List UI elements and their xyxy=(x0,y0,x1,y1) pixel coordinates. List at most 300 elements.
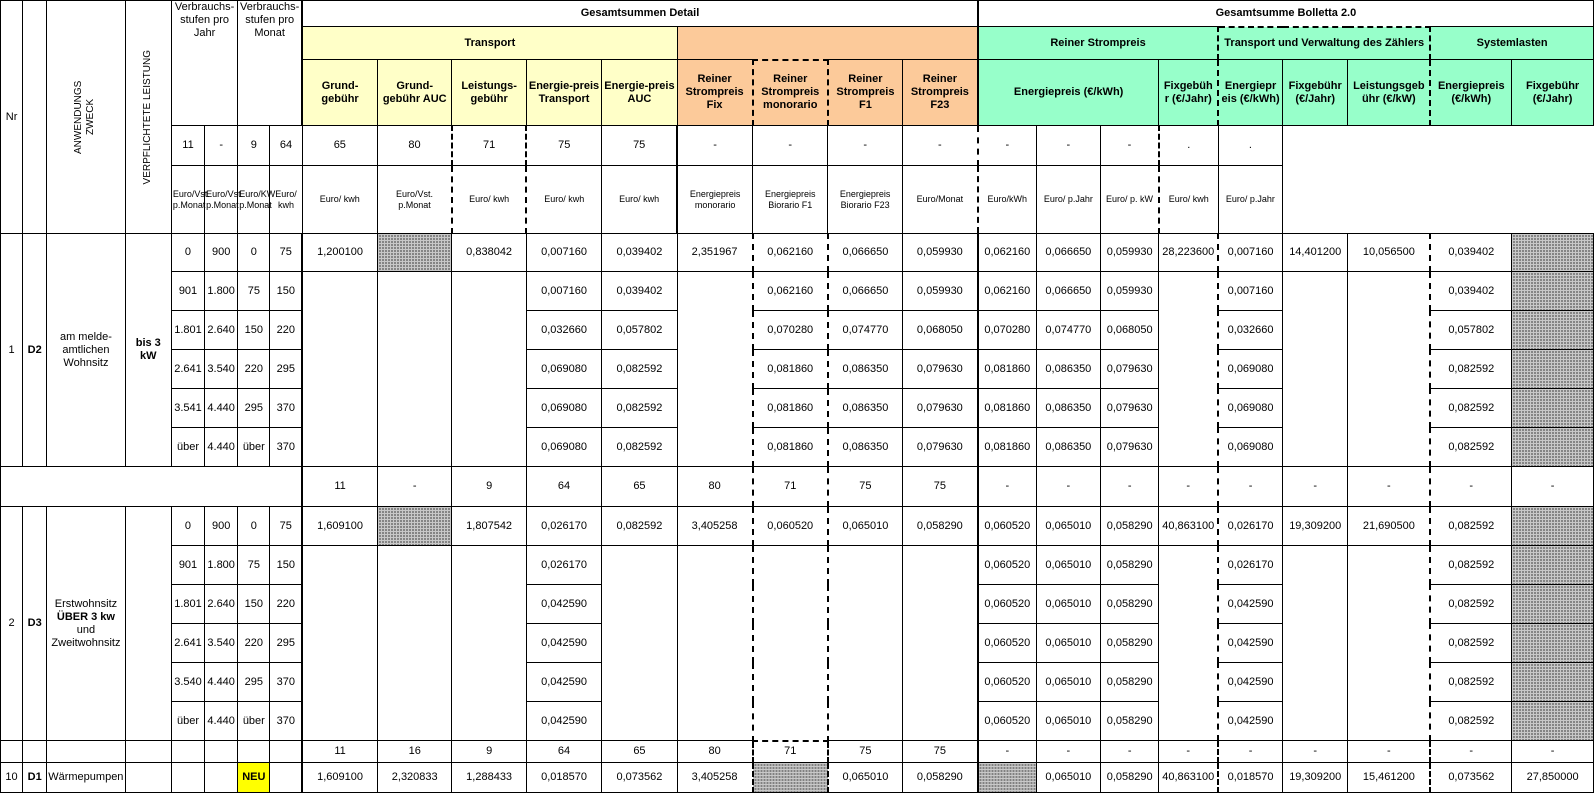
codes1-cell: 11 xyxy=(171,126,204,166)
value-cell: 0,057802 xyxy=(602,311,677,350)
value-cell: 10,056500 xyxy=(1348,234,1430,272)
col-grundgebuehr: Grund-gebühr xyxy=(302,60,377,126)
stage-cell: 220 xyxy=(270,311,302,350)
value-cell: 0,060520 xyxy=(978,585,1036,624)
codes1-cell: - xyxy=(902,126,978,166)
value-cell: 0,060520 xyxy=(978,507,1036,546)
value-cell: 0,082592 xyxy=(1430,624,1511,663)
codes1-cell: - xyxy=(753,126,828,166)
codes2-cell: - xyxy=(1430,467,1511,507)
codes2-cell: - xyxy=(1218,467,1282,507)
empty-cell xyxy=(1159,272,1218,467)
d2-leistung: bis 3 kW xyxy=(125,234,171,467)
value-cell: 0,081860 xyxy=(753,389,828,428)
hatched-cell xyxy=(1512,350,1594,389)
codes1-cell: 75 xyxy=(526,126,601,166)
value-cell: 0,018570 xyxy=(1218,763,1282,793)
unit-cell: Euro/Vst. p.Monat xyxy=(378,166,452,234)
codes3-cell: - xyxy=(1430,741,1511,763)
codes3-cell: - xyxy=(1159,741,1218,763)
unit-cell: Energiepreis monorario xyxy=(677,166,752,234)
codes2-cell: - xyxy=(378,467,452,507)
value-cell: 0,059930 xyxy=(1101,234,1159,272)
unit-cell: Euro/ p. kW xyxy=(1101,166,1159,234)
stage-cell: 4.440 xyxy=(205,702,238,741)
empty-cell xyxy=(753,546,828,741)
value-cell: 0,079630 xyxy=(1101,350,1159,389)
codes3-cell: - xyxy=(1512,741,1594,763)
col-reiner-monorario: Reiner Strompreis monorario xyxy=(753,60,828,126)
stage-cell: 2.641 xyxy=(171,624,204,663)
header-detail: Gesamtsummen Detail xyxy=(302,1,978,27)
unit-cell: Energiepreis Biorario F1 xyxy=(753,166,828,234)
value-cell: 0,060520 xyxy=(753,507,828,546)
col-leistungsgebuehr: Leistungs-gebühr xyxy=(452,60,526,126)
d3-zweck-1: Erstwohnsitz xyxy=(54,597,118,610)
value-cell: 0,065010 xyxy=(1036,546,1100,585)
value-cell: 0,066650 xyxy=(828,272,902,311)
value-cell: 0,069080 xyxy=(526,389,601,428)
codes1-cell: - xyxy=(828,126,902,166)
empty-cell xyxy=(1283,272,1348,467)
codes1-cell: 65 xyxy=(302,126,377,166)
value-cell: 0,082592 xyxy=(1430,350,1511,389)
spacer-code xyxy=(23,741,47,763)
stage-cell: 150 xyxy=(270,546,302,585)
stage-cell: 1.800 xyxy=(205,272,238,311)
unit-cell: Euro/Vst. p.Monat xyxy=(205,166,238,234)
codes1-cell: - xyxy=(978,126,1036,166)
value-cell: 0,065010 xyxy=(1036,663,1100,702)
value-cell: 0,082592 xyxy=(1430,507,1511,546)
stage-cell: 0 xyxy=(171,234,204,272)
value-cell: 0,065010 xyxy=(1036,507,1100,546)
value-cell: 0,068050 xyxy=(902,311,978,350)
codes2-cell: 71 xyxy=(753,467,828,507)
stage-cell: 370 xyxy=(270,702,302,741)
value-cell: 0,069080 xyxy=(1218,350,1282,389)
value-cell: 0,042590 xyxy=(1218,663,1282,702)
value-cell: 0,086350 xyxy=(1036,428,1100,467)
codes3-cell: - xyxy=(978,741,1036,763)
unit-cell: Euro/Monat xyxy=(902,166,978,234)
value-cell: 0,065010 xyxy=(1036,702,1100,741)
spacer-s4 xyxy=(270,741,302,763)
spacer-s1 xyxy=(171,741,204,763)
unit-cell: Euro/ kwh xyxy=(602,166,677,234)
stage-cell: über xyxy=(171,428,204,467)
d3-nr: 2 xyxy=(1,507,23,741)
value-cell: 0,086350 xyxy=(1036,350,1100,389)
empty-cell xyxy=(1159,546,1218,741)
value-cell: 0,032660 xyxy=(526,311,601,350)
d3-zweck-2: ÜBER 3 kw xyxy=(56,610,115,623)
unit-cell: Euro/ kwh xyxy=(452,166,526,234)
value-cell: 0,042590 xyxy=(526,663,601,702)
value-cell: 0,066650 xyxy=(1036,234,1100,272)
value-cell: 0,074770 xyxy=(828,311,902,350)
stage-cell: 900 xyxy=(205,234,238,272)
col-energiepreis-auc: Energie-preis AUC xyxy=(602,60,677,126)
value-cell: 0,059930 xyxy=(902,234,978,272)
value-cell xyxy=(978,763,1036,793)
codes2-cell: - xyxy=(1283,467,1348,507)
stage-cell: 150 xyxy=(238,311,270,350)
codes3-cell: 11 xyxy=(302,741,377,763)
codes1-cell: 75 xyxy=(602,126,677,166)
value-cell: 0,065010 xyxy=(1036,763,1100,793)
stage-cell: 295 xyxy=(270,350,302,389)
stage-cell: 220 xyxy=(238,350,270,389)
codes1-cell: - xyxy=(677,126,752,166)
col-energiepreis-tvz: Energiepr eis (€/kWh) xyxy=(1218,60,1282,126)
unit-cell: Euro/ kwh xyxy=(270,166,302,234)
stage-cell: 1.801 xyxy=(171,585,204,624)
value-cell: 0,039402 xyxy=(1430,234,1511,272)
value-cell: 1,609100 xyxy=(302,763,377,793)
value-cell: 28,223600 xyxy=(1159,234,1218,272)
value-cell: 0,032660 xyxy=(1218,311,1282,350)
hatched-cell xyxy=(1512,663,1594,702)
d2-zweck: am melde-amtlichen Wohnsitz xyxy=(47,234,125,467)
value-cell: 0,058290 xyxy=(902,763,978,793)
codes1-cell: 64 xyxy=(270,126,302,166)
empty-cell xyxy=(378,272,452,467)
stage-cell: 2.640 xyxy=(205,585,238,624)
value-cell: 0,082592 xyxy=(1430,585,1511,624)
value-cell: 40,863100 xyxy=(1159,507,1218,546)
empty-cell xyxy=(1348,272,1430,467)
value-cell: 0,081860 xyxy=(978,389,1036,428)
codes3-cell: 75 xyxy=(828,741,902,763)
codes1-cell: - xyxy=(205,126,238,166)
group-orange xyxy=(677,27,978,60)
value-cell: 0,070280 xyxy=(753,311,828,350)
spacer-zweck xyxy=(47,741,125,763)
value-cell: 0,026170 xyxy=(1218,507,1282,546)
d3-code: D3 xyxy=(23,507,47,741)
value-cell: 0,082592 xyxy=(1430,389,1511,428)
value-cell: 1,807542 xyxy=(452,507,526,546)
value-cell: 0,086350 xyxy=(828,428,902,467)
unit-cell: Euro/ kwh xyxy=(302,166,377,234)
stage-cell: 3.540 xyxy=(205,350,238,389)
header-leistung: VERPFLICHTETE LEISTUNG xyxy=(125,1,171,234)
codes2-cell: - xyxy=(1036,467,1100,507)
codes3-cell: - xyxy=(1101,741,1159,763)
header-nr: Nr xyxy=(1,1,23,234)
value-cell: 0,026170 xyxy=(1218,546,1282,585)
d1-nr: 10 xyxy=(1,763,23,793)
stage-cell: 370 xyxy=(270,389,302,428)
empty-cell xyxy=(677,546,752,741)
col-fixgebuehr-reiner: Fixgebüh r (€/Jahr) xyxy=(1159,60,1218,126)
codes3-cell: 16 xyxy=(378,741,452,763)
value-cell xyxy=(753,763,828,793)
value-cell: 0,058290 xyxy=(902,507,978,546)
d1-s1 xyxy=(171,763,204,793)
spacer-s3 xyxy=(238,741,270,763)
d3-zweck xyxy=(47,507,125,741)
value-cell: 0,039402 xyxy=(602,234,677,272)
value-cell: 0,042590 xyxy=(526,585,601,624)
codes2-cell: - xyxy=(1101,467,1159,507)
d3-leistung xyxy=(125,507,171,741)
value-cell: 0,065010 xyxy=(828,763,902,793)
d1-leist xyxy=(125,763,171,793)
value-cell: 14,401200 xyxy=(1283,234,1348,272)
col-leistungsgebuehr-tvz: Leistungsgeb ühr (€/kW) xyxy=(1348,60,1430,126)
col-energiepreis-system: Energiepreis (€/kWh) xyxy=(1430,60,1511,126)
codes2-cell: 9 xyxy=(452,467,526,507)
value-cell: 0,065010 xyxy=(828,507,902,546)
codes2-cell: - xyxy=(1348,467,1430,507)
hatched-cell xyxy=(1512,389,1594,428)
value-cell: 0,082592 xyxy=(1430,663,1511,702)
value-cell: 1,288433 xyxy=(452,763,526,793)
stage-cell: 4.440 xyxy=(205,428,238,467)
value-cell: 0,079630 xyxy=(902,428,978,467)
value-cell: 0,042590 xyxy=(1218,702,1282,741)
value-cell: 0,082592 xyxy=(602,350,677,389)
stage-cell: 220 xyxy=(238,624,270,663)
stage-cell: 0 xyxy=(238,507,270,546)
codes2-cell: 65 xyxy=(602,467,677,507)
hatched-cell xyxy=(1512,546,1594,585)
stage-cell: 295 xyxy=(238,663,270,702)
value-cell: 0,060520 xyxy=(978,546,1036,585)
col-grundgebuehr-auc: Grund-gebühr AUC xyxy=(378,60,452,126)
empty-cell xyxy=(452,272,526,467)
spacer-cell xyxy=(1,467,303,507)
value-cell xyxy=(378,234,452,272)
value-cell: 0,069080 xyxy=(1218,389,1282,428)
stage-cell: 370 xyxy=(270,428,302,467)
d1-zweck: Wärmepumpen xyxy=(47,763,125,793)
unit-cell: Euro/ p.Jahr xyxy=(1218,166,1282,234)
unit-cell: Euro/kWh xyxy=(978,166,1036,234)
neu-badge: NEU xyxy=(238,763,270,793)
stage-cell: 4.440 xyxy=(205,663,238,702)
codes3-cell: 71 xyxy=(753,741,828,763)
value-cell: 0,073562 xyxy=(602,763,677,793)
empty-cell xyxy=(828,546,902,741)
value-cell: 0,074770 xyxy=(1036,311,1100,350)
header-monat: Verbrauchs-stufen pro Monat xyxy=(238,1,302,126)
codes2-cell: 64 xyxy=(526,467,601,507)
hatched-cell xyxy=(1512,311,1594,350)
d2-code: D2 xyxy=(23,234,47,467)
unit-cell: Euro/ kwh xyxy=(1159,166,1218,234)
spacer-s2 xyxy=(205,741,238,763)
codes1-cell: - xyxy=(1036,126,1100,166)
codes1-cell: 9 xyxy=(238,126,270,166)
group-reiner-strompreis: Reiner Strompreis xyxy=(978,27,1218,60)
value-cell: 2,351967 xyxy=(677,234,752,272)
codes1-cell: 71 xyxy=(452,126,526,166)
codes2-cell: 75 xyxy=(902,467,978,507)
stage-cell: 295 xyxy=(270,624,302,663)
value-cell xyxy=(1512,507,1594,546)
codes3-cell: - xyxy=(1218,741,1282,763)
stage-cell: 3.540 xyxy=(205,624,238,663)
codes3-cell: 65 xyxy=(602,741,677,763)
codes1-cell: 80 xyxy=(378,126,452,166)
codes1-cell: . xyxy=(1159,126,1218,166)
stage-cell: 370 xyxy=(270,663,302,702)
value-cell: 21,690500 xyxy=(1348,507,1430,546)
value-cell: 0,086350 xyxy=(1036,389,1100,428)
stage-cell: 75 xyxy=(238,546,270,585)
col-reiner-f23: Reiner Strompreis F23 xyxy=(902,60,978,126)
codes2-cell: - xyxy=(1512,467,1594,507)
col-energiepreis: Energiepreis (€/kWh) xyxy=(978,60,1159,126)
unit-cell: Energiepreis Biorario F23 xyxy=(828,166,902,234)
value-cell: 0,062160 xyxy=(753,272,828,311)
value-cell: 0,058290 xyxy=(1101,624,1159,663)
value-cell: 0,082592 xyxy=(602,389,677,428)
value-cell: 0,069080 xyxy=(526,350,601,389)
unit-cell: Euro/Vst. p.Monat xyxy=(171,166,204,234)
d1-s4 xyxy=(270,763,302,793)
value-cell: 0,081860 xyxy=(753,428,828,467)
codes3-cell: 75 xyxy=(902,741,978,763)
value-cell: 0,065010 xyxy=(1036,624,1100,663)
stage-cell: 75 xyxy=(270,507,302,546)
header-jahr: Verbrauchs-stufen pro Jahr xyxy=(171,1,237,126)
value-cell: 0,042590 xyxy=(1218,585,1282,624)
codes3-cell: - xyxy=(1348,741,1430,763)
value-cell: 0,082592 xyxy=(1430,702,1511,741)
value-cell: 0,007160 xyxy=(526,272,601,311)
value-cell: 0,082592 xyxy=(602,428,677,467)
value-cell: 40,863100 xyxy=(1159,763,1218,793)
value-cell: 0,007160 xyxy=(1218,272,1282,311)
spacer-leist xyxy=(125,741,171,763)
hatched-cell xyxy=(1512,585,1594,624)
value-cell: 0,838042 xyxy=(452,234,526,272)
value-cell: 0,058290 xyxy=(1101,546,1159,585)
value-cell: 0,062160 xyxy=(978,234,1036,272)
value-cell: 0,007160 xyxy=(526,234,601,272)
stage-cell: 1.801 xyxy=(171,311,204,350)
value-cell: 0,039402 xyxy=(1430,272,1511,311)
unit-cell: Euro/ kwh xyxy=(526,166,601,234)
stage-cell: 150 xyxy=(238,585,270,624)
col-fixgebuehr-tvz: Fixgebühr (€/Jahr) xyxy=(1283,60,1348,126)
value-cell: 0,060520 xyxy=(978,663,1036,702)
hatched-cell xyxy=(1512,702,1594,741)
value-cell: 0,018570 xyxy=(526,763,601,793)
value-cell: 19,309200 xyxy=(1283,763,1348,793)
value-cell: 0,079630 xyxy=(902,350,978,389)
codes2-cell: - xyxy=(978,467,1036,507)
stage-cell: 3.540 xyxy=(171,663,204,702)
value-cell: 0,059930 xyxy=(902,272,978,311)
value-cell: 0,042590 xyxy=(1218,624,1282,663)
stage-cell: 1.800 xyxy=(205,546,238,585)
value-cell: 0,065010 xyxy=(1036,585,1100,624)
value-cell: 19,309200 xyxy=(1283,507,1348,546)
d2-nr: 1 xyxy=(1,234,23,467)
value-cell: 0,068050 xyxy=(1101,311,1159,350)
hatched-cell xyxy=(1512,624,1594,663)
value-cell: 0,069080 xyxy=(1218,428,1282,467)
unit-cell: Euro/ p.Jahr xyxy=(1036,166,1100,234)
stage-cell: 150 xyxy=(270,272,302,311)
codes1-cell: . xyxy=(1218,126,1282,166)
d3-zweck-3: und Zweitwohnsitz xyxy=(51,623,121,649)
value-cell: 1,609100 xyxy=(302,507,377,546)
codes3-cell: 9 xyxy=(452,741,526,763)
value-cell: 0,066650 xyxy=(828,234,902,272)
stage-cell: 2.640 xyxy=(205,311,238,350)
stage-cell: 295 xyxy=(238,389,270,428)
value-cell: 0,042590 xyxy=(526,702,601,741)
value-cell: 0,026170 xyxy=(526,546,601,585)
stage-cell: 901 xyxy=(171,546,204,585)
value-cell: 0,079630 xyxy=(1101,389,1159,428)
value-cell: 0,026170 xyxy=(526,507,601,546)
empty-cell xyxy=(902,546,978,741)
stage-cell: 0 xyxy=(238,234,270,272)
stage-cell: 3.541 xyxy=(171,389,204,428)
value-cell: 0,058290 xyxy=(1101,507,1159,546)
value-cell: 3,405258 xyxy=(677,763,752,793)
group-transport-zaehler: Transport und Verwaltung des Zählers xyxy=(1218,27,1430,60)
stage-cell: 4.440 xyxy=(205,389,238,428)
codes2-cell: 75 xyxy=(828,467,902,507)
value-cell: 1,200100 xyxy=(302,234,377,272)
value-cell: 0,066650 xyxy=(1036,272,1100,311)
stage-cell: 220 xyxy=(270,585,302,624)
codes1-cell: - xyxy=(1101,126,1159,166)
stage-cell: 0 xyxy=(171,507,204,546)
unit-cell: Euro/KW p.Monat xyxy=(238,166,270,234)
stage-cell: 900 xyxy=(205,507,238,546)
codes3-cell: 80 xyxy=(677,741,752,763)
stage-cell: über xyxy=(171,702,204,741)
d1-s2 xyxy=(205,763,238,793)
value-cell: 0,059930 xyxy=(1101,272,1159,311)
col-reiner-f1: Reiner Strompreis F1 xyxy=(828,60,902,126)
value-cell: 0,086350 xyxy=(828,350,902,389)
value-cell: 0,086350 xyxy=(828,389,902,428)
codes3-cell: 64 xyxy=(526,741,601,763)
empty-cell xyxy=(452,546,526,741)
stage-cell: 2.641 xyxy=(171,350,204,389)
value-cell: 3,405258 xyxy=(677,507,752,546)
value-cell: 0,079630 xyxy=(1101,428,1159,467)
value-cell: 15,461200 xyxy=(1348,763,1430,793)
value-cell: 0,060520 xyxy=(978,624,1036,663)
col-fixgebuehr-system: Fixgebühr (€/Jahr) xyxy=(1512,60,1594,126)
value-cell: 0,082592 xyxy=(1430,428,1511,467)
header-bolletta: Gesamtsumme Bolletta 2.0 xyxy=(978,1,1594,27)
hatched-cell xyxy=(1512,272,1594,311)
value-cell xyxy=(1512,234,1594,272)
value-cell: 0,082592 xyxy=(1430,546,1511,585)
stage-cell: 75 xyxy=(238,272,270,311)
header-code xyxy=(23,1,47,234)
empty-cell xyxy=(602,546,677,741)
value-cell: 0,082592 xyxy=(602,507,677,546)
value-cell: 0,081860 xyxy=(978,428,1036,467)
value-cell: 0,007160 xyxy=(1218,234,1282,272)
codes2-cell: 80 xyxy=(677,467,752,507)
empty-cell xyxy=(302,272,377,467)
value-cell: 0,062160 xyxy=(753,234,828,272)
